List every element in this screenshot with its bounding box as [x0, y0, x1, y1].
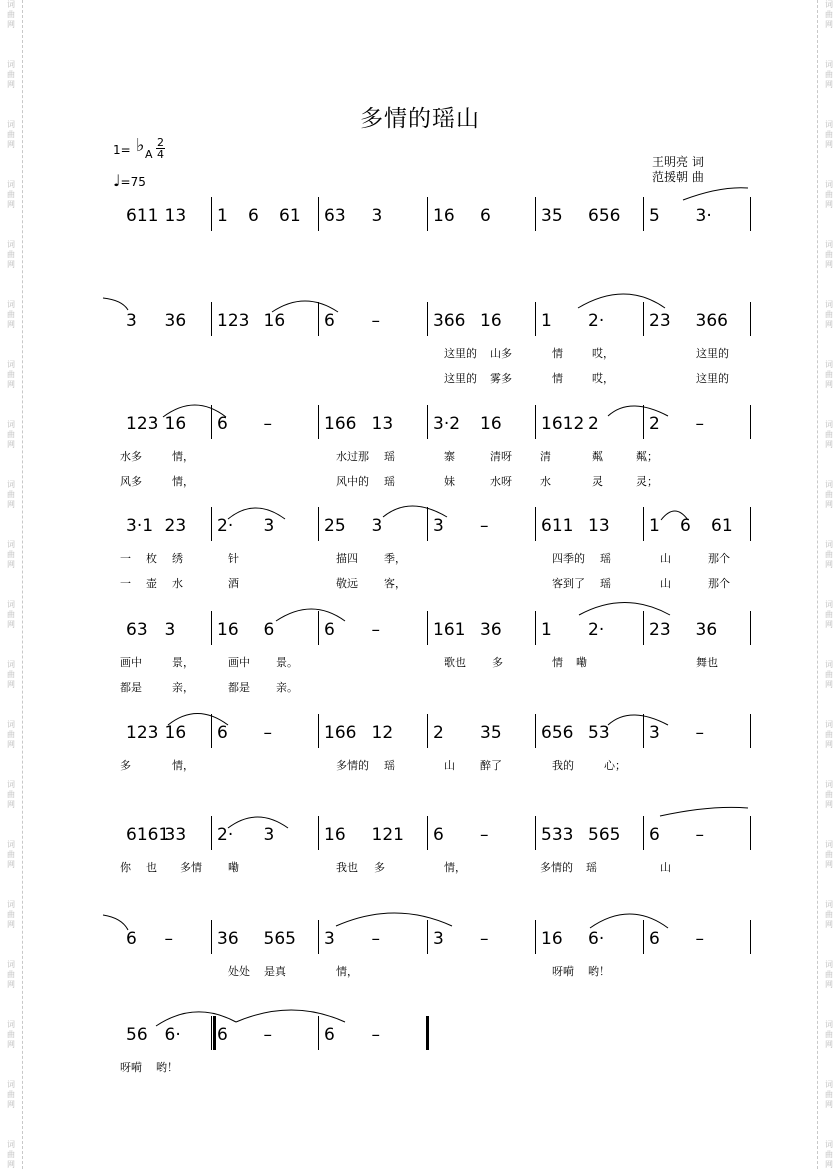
- watermark-text: 词 曲 网: [825, 540, 833, 569]
- note-group: 6: [248, 206, 259, 226]
- lyric-syllable: 情，: [172, 759, 194, 772]
- lyric-syllable: 这里的: [696, 372, 729, 385]
- watermark-text: 词 曲 网: [7, 720, 15, 749]
- note-group: –: [480, 929, 489, 949]
- note-group: 3: [371, 516, 383, 536]
- slur: [163, 405, 226, 417]
- lyric-syllable: 那个: [708, 577, 730, 590]
- note-group: 3: [433, 516, 444, 536]
- lyric-syllable: 情: [552, 372, 563, 385]
- note-group: 53: [588, 723, 610, 743]
- watermark-text: 词 曲 网: [7, 480, 15, 509]
- lyric-syllable: 画中: [228, 656, 250, 669]
- watermark-text: 词 曲 网: [825, 60, 833, 89]
- lyric-syllable: 敬远: [336, 577, 358, 590]
- time-top: 2: [157, 136, 164, 149]
- watermark-text: 词 曲 网: [7, 1140, 15, 1169]
- note-group: 1612: [541, 414, 585, 434]
- lyric-syllable: 心；: [604, 759, 626, 772]
- key-note: A: [145, 148, 153, 161]
- lyric-syllable: 灵；: [636, 475, 658, 488]
- watermark-text: 词 曲 网: [7, 1020, 15, 1049]
- lyric-syllable: 是真: [264, 965, 286, 978]
- note-group: 16: [324, 825, 346, 845]
- watermark-text: 词 曲 网: [7, 360, 15, 389]
- note-group: 6: [649, 825, 660, 845]
- note-group: 3: [126, 311, 137, 331]
- note-group: 16: [541, 929, 563, 949]
- watermark-text: 词 曲 网: [825, 660, 833, 689]
- note-group: 6·: [588, 929, 605, 949]
- note-group: 2: [649, 414, 660, 434]
- lyric-syllable: 妹: [444, 475, 455, 488]
- slur: [661, 511, 688, 520]
- watermark-text: 词 曲 网: [825, 300, 833, 329]
- note-group: 533: [541, 825, 574, 845]
- watermark-text: 词 曲 网: [7, 120, 15, 149]
- lyric-syllable: 这里的: [444, 372, 477, 385]
- note-group: 6: [126, 929, 137, 949]
- time-bottom: 4: [157, 148, 164, 161]
- lyric-syllable: 粼；: [636, 450, 658, 463]
- note-group: 2·: [217, 825, 234, 845]
- note-group: 161: [433, 620, 466, 640]
- lyric-syllable: 嘞: [576, 656, 587, 669]
- note-group: –: [695, 929, 704, 949]
- watermark-text: 词 曲 网: [7, 600, 15, 629]
- page-title: 多情的瑶山: [360, 106, 480, 132]
- lyric-syllable: 寨: [444, 450, 455, 463]
- note-group: 3: [263, 825, 275, 845]
- note-group: 2: [588, 414, 599, 434]
- watermark-text: 词 曲 网: [825, 780, 833, 809]
- note-group: 1: [217, 206, 228, 226]
- note-group: 123: [126, 723, 159, 743]
- lyric-syllable: 灵: [592, 475, 603, 488]
- lyric-syllable: 舞也: [696, 656, 718, 669]
- lyric-syllable: 多: [492, 656, 503, 669]
- lyric-syllable: 酒: [228, 577, 239, 590]
- note-group: 2: [433, 723, 444, 743]
- note-group: –: [695, 825, 704, 845]
- lyric-syllable: 水过那: [336, 450, 369, 463]
- lyric-syllable: 多: [120, 759, 131, 772]
- lyric-syllable: 描四: [336, 552, 358, 565]
- lyric-syllable: 这里的: [696, 347, 729, 360]
- note-group: 16: [164, 414, 187, 434]
- lyric-syllable: 多情的: [540, 861, 573, 874]
- note-group: 3: [263, 516, 275, 536]
- note-group: 36: [480, 620, 502, 640]
- note-group: –: [371, 1025, 380, 1045]
- lyric-syllable: 瑶: [384, 759, 395, 772]
- lyric-syllable: 水多: [120, 450, 142, 463]
- lyric-syllable: 粼: [592, 450, 603, 463]
- note-group: –: [695, 723, 704, 743]
- slur: [383, 506, 447, 517]
- lyric-syllable: 哟！: [156, 1061, 178, 1074]
- note-group: 61: [711, 516, 733, 536]
- lyric-syllable: 也: [146, 861, 157, 874]
- note-group: 35: [480, 723, 502, 743]
- watermark-text: 词 曲 网: [825, 600, 833, 629]
- watermark-text: 词 曲 网: [7, 780, 15, 809]
- note-group: 1: [541, 620, 552, 640]
- slur: [168, 714, 228, 726]
- lyric-syllable: 针: [228, 552, 239, 565]
- slur: [103, 298, 128, 310]
- note-group: 565: [263, 929, 296, 949]
- note-group: 36: [217, 929, 239, 949]
- slur: [276, 609, 345, 621]
- watermark-text: 词 曲 网: [825, 120, 833, 149]
- note-group: 6: [480, 206, 491, 226]
- note-group: 6161: [126, 825, 170, 845]
- note-group: 611: [541, 516, 574, 536]
- watermark-text: 词 曲 网: [7, 840, 15, 869]
- slur: [608, 406, 668, 416]
- watermark-text: 词 曲 网: [825, 0, 833, 29]
- note-group: 13: [164, 206, 187, 226]
- lyric-syllable: 都是: [228, 681, 250, 694]
- lyric-syllable: 山: [444, 759, 455, 772]
- lyric-syllable: 壶: [146, 577, 157, 590]
- lyric-syllable: 情，: [172, 450, 194, 463]
- lyric-syllable: 景。: [276, 656, 298, 669]
- note-group: 23: [649, 311, 671, 331]
- lyric-syllable: 多情: [180, 861, 202, 874]
- slur: [156, 1012, 236, 1026]
- watermark-text: 词 曲 网: [7, 180, 15, 209]
- note-group: 1: [649, 516, 660, 536]
- lyric-syllable: 山: [660, 552, 671, 565]
- lyric-syllable: 呀嗬: [552, 965, 574, 978]
- lyric-syllable: 山多: [490, 347, 512, 360]
- note-group: 3: [649, 723, 660, 743]
- note-group: 656: [541, 723, 574, 743]
- note-group: 6: [680, 516, 691, 536]
- watermark-text: 词 曲 网: [825, 1140, 833, 1169]
- lyric-syllable: 多: [374, 861, 385, 874]
- lyric-syllable: 哎，: [592, 347, 614, 360]
- note-group: 16: [480, 311, 502, 331]
- note-group: –: [695, 414, 704, 434]
- note-group: –: [371, 311, 380, 331]
- lyric-syllable: 绣: [172, 552, 183, 565]
- note-group: 16: [480, 414, 502, 434]
- lyric-syllable: 亲，: [172, 681, 194, 694]
- lyric-syllable: 那个: [708, 552, 730, 565]
- lyric-syllable: 我也: [336, 861, 358, 874]
- note-group: 6: [649, 929, 660, 949]
- slur: [103, 915, 128, 930]
- note-group: 12: [371, 723, 394, 743]
- lyric-syllable: 呀嗬: [120, 1061, 142, 1074]
- slur: [608, 715, 668, 725]
- watermark-text: 词 曲 网: [825, 720, 833, 749]
- tempo-value: =75: [120, 175, 146, 189]
- watermark-text: 词 曲 网: [825, 1080, 833, 1109]
- note-group: 23: [649, 620, 671, 640]
- note-group: 6: [263, 620, 275, 640]
- lyric-syllable: 瑶: [384, 450, 395, 463]
- note-group: 3·2: [433, 414, 461, 434]
- note-group: 36: [695, 620, 718, 640]
- note-group: 2·: [588, 311, 605, 331]
- lyric-syllable: 四季的: [552, 552, 585, 565]
- lyric-syllable: 哟！: [588, 965, 610, 978]
- lyric-syllable: 情，: [336, 965, 358, 978]
- slur: [272, 301, 338, 312]
- lyric-syllable: 瑶: [384, 475, 395, 488]
- watermark-text: 词 曲 网: [7, 960, 15, 989]
- lyric-syllable: 水: [172, 577, 183, 590]
- note-group: 656: [588, 206, 621, 226]
- slur: [228, 817, 288, 828]
- lyric-syllable: 景，: [172, 656, 194, 669]
- lyric-syllable: 风中的: [336, 475, 369, 488]
- slur: [578, 294, 665, 308]
- watermark-text: 词 曲 网: [7, 900, 15, 929]
- watermark-text: 词 曲 网: [825, 900, 833, 929]
- note-group: 6: [324, 1025, 335, 1045]
- watermark-text: 词 曲 网: [7, 660, 15, 689]
- lyric-syllable: 客到了: [552, 577, 585, 590]
- lyric-syllable: 客，: [384, 577, 406, 590]
- slur: [579, 603, 670, 616]
- note-group: 13: [371, 414, 394, 434]
- lyric-syllable: 瑶: [600, 577, 611, 590]
- note-group: –: [480, 516, 489, 536]
- lyric-syllable: 都是: [120, 681, 142, 694]
- note-group: 16: [217, 620, 239, 640]
- note-group: 2·: [217, 516, 234, 536]
- lyric-syllable: 瑶: [586, 861, 597, 874]
- lyric-syllable: 枚: [146, 552, 157, 565]
- lyric-syllable: 我的: [552, 759, 574, 772]
- note-group: 56: [126, 1025, 148, 1045]
- note-group: –: [263, 723, 272, 743]
- lyricist-credit: 王明亮 词: [652, 155, 704, 169]
- lyric-syllable: 处处: [228, 965, 250, 978]
- watermark-text: 词 曲 网: [7, 0, 15, 29]
- note-group: 3·: [695, 206, 712, 226]
- lyric-syllable: 情，: [172, 475, 194, 488]
- watermark-text: 词 曲 网: [825, 960, 833, 989]
- watermark-text: 词 曲 网: [7, 240, 15, 269]
- watermark-text: 词 曲 网: [825, 420, 833, 449]
- note-group: 16: [263, 311, 286, 331]
- slur: [590, 914, 668, 928]
- note-group: 123: [217, 311, 250, 331]
- note-group: 3: [371, 206, 383, 226]
- note-group: 121: [371, 825, 404, 845]
- note-group: 23: [164, 516, 187, 536]
- note-group: 611: [126, 206, 159, 226]
- note-group: 13: [588, 516, 610, 536]
- note-group: 16: [164, 723, 187, 743]
- quarter-note-icon: ♩: [113, 171, 121, 190]
- note-group: 6: [217, 414, 228, 434]
- watermark-text: 词 曲 网: [825, 180, 833, 209]
- lyric-syllable: 水呀: [490, 475, 512, 488]
- watermark-text: 词 曲 网: [7, 300, 15, 329]
- note-group: 6: [433, 825, 444, 845]
- lyric-syllable: 清呀: [490, 450, 512, 463]
- lyric-syllable: 醉了: [480, 759, 502, 772]
- note-group: 123: [126, 414, 159, 434]
- note-group: 3: [164, 620, 176, 640]
- note-group: –: [263, 1025, 272, 1045]
- note-group: 166: [324, 414, 357, 434]
- note-group: 63: [126, 620, 148, 640]
- lyric-syllable: 亲。: [276, 681, 298, 694]
- note-group: –: [164, 929, 173, 949]
- note-group: 6: [217, 723, 228, 743]
- watermark-text: 词 曲 网: [825, 240, 833, 269]
- slur: [228, 508, 285, 519]
- watermark-text: 词 曲 网: [825, 840, 833, 869]
- slur: [683, 188, 748, 200]
- lyric-syllable: 季，: [384, 552, 406, 565]
- lyric-syllable: 一: [120, 552, 131, 565]
- note-group: 16: [433, 206, 455, 226]
- lyric-syllable: 水: [540, 475, 551, 488]
- lyric-syllable: 风多: [120, 475, 142, 488]
- note-group: 6: [324, 620, 335, 640]
- lyric-syllable: 这里的: [444, 347, 477, 360]
- lyric-syllable: 一: [120, 577, 131, 590]
- lyric-syllable: 清: [540, 450, 551, 463]
- watermark-text: 词 曲 网: [825, 360, 833, 389]
- lyric-syllable: 山: [660, 577, 671, 590]
- flat-sign: ♭: [136, 135, 145, 156]
- note-group: 6: [217, 1025, 228, 1045]
- note-group: 1: [541, 311, 552, 331]
- note-group: 366: [695, 311, 728, 331]
- lyric-syllable: 瑶: [600, 552, 611, 565]
- watermark-text: 词 曲 网: [7, 420, 15, 449]
- watermark-text: 词 曲 网: [7, 60, 15, 89]
- composer-credit: 范援朝 曲: [652, 170, 704, 184]
- note-group: 63: [324, 206, 346, 226]
- note-group: 3: [433, 929, 444, 949]
- note-group: –: [371, 929, 380, 949]
- note-group: –: [371, 620, 380, 640]
- lyric-syllable: 歌也: [444, 656, 466, 669]
- note-group: 33: [164, 825, 187, 845]
- lyric-syllable: 情，: [444, 861, 466, 874]
- lyric-syllable: 情: [552, 347, 563, 360]
- watermark-text: 词 曲 网: [825, 480, 833, 509]
- lyric-syllable: 你: [120, 861, 131, 874]
- key-tonic: 1=: [113, 143, 131, 157]
- lyric-syllable: 画中: [120, 656, 142, 669]
- note-group: –: [480, 825, 489, 845]
- lyric-syllable: 嘞: [228, 861, 239, 874]
- lyric-syllable: 哎，: [592, 372, 614, 385]
- note-group: 3·1: [126, 516, 154, 536]
- note-group: 2·: [588, 620, 605, 640]
- slur: [336, 913, 452, 926]
- slur: [660, 807, 748, 816]
- watermark-text: 词 曲 网: [825, 1020, 833, 1049]
- lyric-syllable: 山: [660, 861, 671, 874]
- note-group: 366: [433, 311, 466, 331]
- watermark-text: 词 曲 网: [7, 1080, 15, 1109]
- slur: [236, 1010, 345, 1022]
- note-group: 6·: [164, 1025, 181, 1045]
- note-group: 6: [324, 311, 335, 331]
- note-group: 25: [324, 516, 346, 536]
- note-group: –: [263, 414, 272, 434]
- note-group: 565: [588, 825, 621, 845]
- lyric-syllable: 多情的: [336, 759, 369, 772]
- note-group: 35: [541, 206, 563, 226]
- note-group: 3: [324, 929, 335, 949]
- watermark-text: 词 曲 网: [7, 540, 15, 569]
- lyric-syllable: 雾多: [490, 372, 512, 385]
- note-group: 5: [649, 206, 660, 226]
- note-group: 61: [279, 206, 301, 226]
- lyric-syllable: 情: [552, 656, 563, 669]
- note-group: 166: [324, 723, 357, 743]
- note-group: 36: [164, 311, 187, 331]
